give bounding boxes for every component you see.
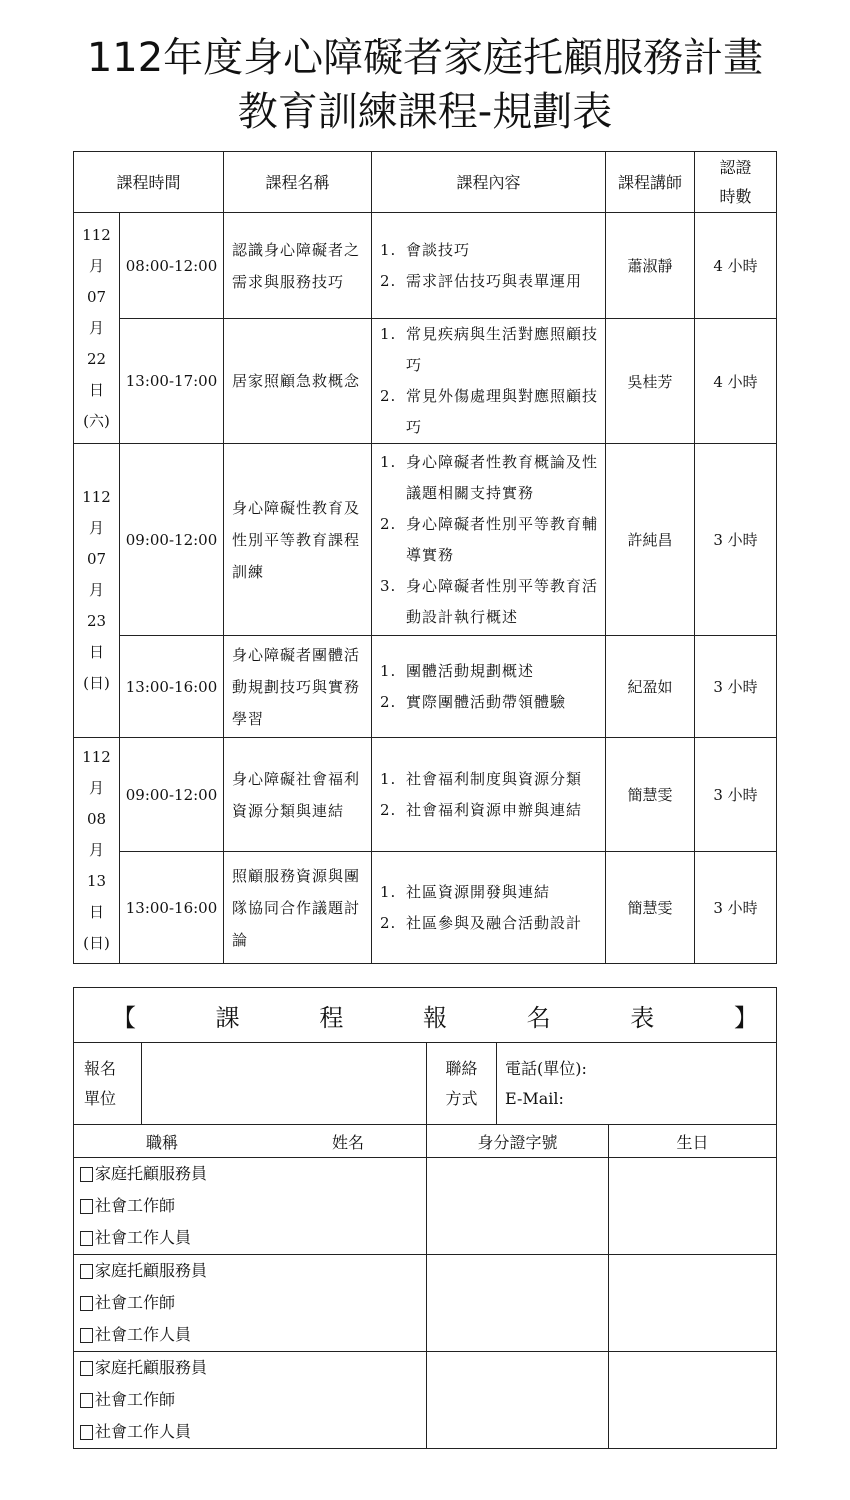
- date-char: 08: [86, 810, 107, 828]
- session-time: 13:00-16:00: [120, 852, 224, 964]
- content-item: [380, 877, 599, 908]
- page-title-line1: 112年度身心障礙者家庭托顧服務計畫: [86, 35, 764, 81]
- checkbox-icon[interactable]: [80, 1393, 93, 1408]
- checkbox-icon[interactable]: [80, 1425, 93, 1440]
- title-options: [74, 1158, 427, 1255]
- item-number: 2.: [380, 800, 397, 819]
- session-time: 09:00-12:00: [120, 738, 224, 852]
- registrant-row: [74, 1158, 777, 1255]
- column-header-row: [74, 1125, 777, 1158]
- item-text: 社區資源開發與連結: [406, 882, 551, 901]
- title-char: 程: [319, 1003, 344, 1032]
- item-text: 社會福利制度與資源分類: [406, 769, 583, 788]
- item-text: 實際團體活動帶領體驗: [406, 692, 567, 711]
- option-label: 社會工作師: [95, 1196, 176, 1215]
- item-number: 2.: [380, 514, 397, 533]
- item-number: 1.: [380, 240, 397, 259]
- content-item: [380, 656, 599, 687]
- title-bracket-right: 】: [733, 1003, 758, 1032]
- content-item: [380, 266, 599, 297]
- option-label: 社會工作師: [95, 1293, 176, 1312]
- id-field[interactable]: [427, 1158, 609, 1255]
- header-hours-line2: 時數: [719, 187, 752, 206]
- session-date: [74, 444, 120, 738]
- session-time: 13:00-16:00: [120, 636, 224, 738]
- registration-title: [74, 988, 777, 1043]
- session-hours: 3 小時: [695, 636, 777, 738]
- unit-label-line2: 單位: [84, 1088, 117, 1108]
- session-teacher: 簡慧雯: [606, 852, 695, 964]
- option-label: 家庭托顧服務員: [95, 1261, 208, 1280]
- header-hours-line1: 認證: [719, 158, 752, 177]
- date-char: 月: [88, 318, 104, 337]
- title-char: 課: [215, 1003, 240, 1032]
- content-item: [380, 908, 599, 939]
- session-content: [372, 852, 606, 964]
- session-name: 身心障礙社會福利資源分類與連結: [224, 738, 372, 852]
- item-text: 需求評估技巧與表單運用: [406, 271, 583, 290]
- col-id-header: 身分證字號: [427, 1125, 609, 1158]
- contact-label: [427, 1043, 497, 1125]
- content-item: [380, 509, 599, 571]
- date-char: 日: [88, 643, 104, 661]
- email-label: E-Mail:: [505, 1088, 564, 1108]
- header-hours: [695, 152, 777, 213]
- date-char: 23: [86, 612, 107, 630]
- session-row: [74, 213, 777, 319]
- date-char: 13: [86, 872, 107, 890]
- option-label: 社會工作人員: [95, 1228, 192, 1247]
- session-content: [372, 738, 606, 852]
- session-hours: 3 小時: [695, 738, 777, 852]
- session-name: 身心障礙性教育及性別平等教育課程訓練: [224, 444, 372, 636]
- checkbox-icon[interactable]: [80, 1361, 93, 1376]
- registrant-row: [74, 1255, 777, 1352]
- session-name: 居家照顧急救概念: [224, 319, 372, 444]
- id-field[interactable]: [427, 1255, 609, 1352]
- title-options: [74, 1255, 427, 1352]
- session-content: [372, 636, 606, 738]
- item-text: 身心障礙者性教育概論及性議題相關支持實務: [406, 452, 599, 502]
- registration-form-table: [73, 987, 777, 1449]
- date-char: 月: [88, 779, 104, 797]
- session-row: [74, 636, 777, 738]
- item-text: 常見疾病與生活對應照顧技巧: [406, 325, 599, 374]
- content-item: [380, 381, 599, 443]
- page-title-line2: 教育訓練課程-規劃表: [237, 89, 613, 135]
- date-char: 日: [88, 380, 104, 399]
- option[interactable]: [80, 1255, 426, 1287]
- checkbox-icon[interactable]: [80, 1264, 93, 1279]
- item-number: 2.: [380, 692, 397, 711]
- title-char: 報: [422, 1003, 447, 1032]
- date-char: 日: [88, 903, 104, 921]
- content-item: [380, 687, 599, 718]
- session-teacher: 紀盈如: [606, 636, 695, 738]
- unit-contact-row: [74, 1043, 777, 1125]
- session-teacher: 蕭淑靜: [606, 213, 695, 319]
- item-number: 2.: [380, 913, 397, 932]
- header-content: 課程內容: [372, 152, 606, 213]
- id-field[interactable]: [427, 1352, 609, 1449]
- item-text: 身心障礙者性別平等教育輔導實務: [406, 514, 599, 564]
- session-name: 照顧服務資源與團隊協同合作議題討論: [224, 852, 372, 964]
- date-char: 月: [88, 581, 104, 599]
- title-char: 表: [630, 1003, 655, 1032]
- option[interactable]: [80, 1287, 426, 1319]
- session-row: [74, 738, 777, 852]
- title-bracket-left: 【: [112, 1003, 136, 1032]
- birth-field[interactable]: [609, 1255, 777, 1352]
- session-row: [74, 319, 777, 444]
- session-content: [372, 444, 606, 636]
- option-label: 家庭托顧服務員: [95, 1164, 208, 1183]
- item-number: 2.: [380, 271, 397, 290]
- unit-field[interactable]: [142, 1043, 427, 1125]
- header-time: 課程時間: [74, 152, 224, 213]
- content-item: [380, 764, 599, 795]
- option-label: 家庭托顧服務員: [95, 1358, 208, 1377]
- item-text: 社區參與及融合活動設計: [406, 913, 583, 932]
- header-teacher: 課程講師: [606, 152, 695, 213]
- registrant-row: [74, 1352, 777, 1449]
- date-char: 月: [88, 841, 104, 859]
- session-hours: 4 小時: [695, 319, 777, 444]
- date-char: 月: [88, 519, 104, 537]
- item-text: 常見外傷處理與對應照顧技巧: [406, 387, 599, 436]
- item-number: 1.: [380, 661, 397, 680]
- option[interactable]: [80, 1222, 426, 1254]
- option[interactable]: [80, 1190, 426, 1222]
- item-text: 社會福利資源申辦與連結: [406, 800, 583, 819]
- session-row: [74, 444, 777, 636]
- date-char: 112: [82, 748, 111, 766]
- item-number: 1.: [380, 769, 397, 788]
- content-item: [380, 571, 599, 633]
- session-hours: 3 小時: [695, 444, 777, 636]
- session-name: 認識身心障礙者之需求與服務技巧: [224, 213, 372, 319]
- session-time: 13:00-17:00: [120, 319, 224, 444]
- content-item: [380, 319, 599, 381]
- item-text: 身心障礙者性別平等教育活動設計執行概述: [406, 576, 599, 626]
- item-text: 會談技巧: [406, 240, 471, 259]
- date-char: 月: [88, 256, 104, 275]
- content-item: [380, 795, 599, 826]
- header-name: 課程名稱: [224, 152, 372, 213]
- option[interactable]: [80, 1319, 426, 1351]
- phone-label: 電話(單位):: [505, 1058, 587, 1078]
- date-char: 07: [86, 550, 107, 568]
- date-char: 112: [82, 225, 111, 244]
- title-char: 名: [526, 1003, 551, 1032]
- contact-field[interactable]: [497, 1043, 777, 1125]
- contact-label-line1: 聯絡: [445, 1058, 478, 1078]
- session-content: [372, 213, 606, 319]
- col-birth-header: 生日: [609, 1125, 777, 1158]
- contact-label-line2: 方式: [445, 1088, 478, 1108]
- option-label: 社會工作師: [95, 1390, 176, 1409]
- birth-field[interactable]: [609, 1352, 777, 1449]
- date-char: (六): [83, 411, 110, 430]
- unit-label: [74, 1043, 142, 1125]
- session-hours: 3 小時: [695, 852, 777, 964]
- session-time: 08:00-12:00: [120, 213, 224, 319]
- checkbox-icon[interactable]: [80, 1296, 93, 1311]
- checkbox-icon[interactable]: [80, 1328, 93, 1343]
- title-name-header: [74, 1125, 427, 1158]
- item-number: 3.: [380, 576, 397, 595]
- date-char: (日): [83, 674, 110, 692]
- col-title-header: 職稱: [146, 1132, 179, 1152]
- option-label: 社會工作人員: [95, 1422, 192, 1441]
- schedule-header-row: [74, 152, 777, 213]
- option[interactable]: [80, 1158, 426, 1190]
- content-item: [380, 235, 599, 266]
- item-number: 1.: [380, 882, 397, 901]
- item-number: 1.: [380, 452, 397, 471]
- session-hours: 4 小時: [695, 213, 777, 319]
- session-date: [74, 213, 120, 444]
- content-item: [380, 447, 599, 509]
- session-date: [74, 738, 120, 964]
- session-time: 09:00-12:00: [120, 444, 224, 636]
- option-label: 社會工作人員: [95, 1325, 192, 1344]
- checkbox-icon[interactable]: [80, 1199, 93, 1214]
- col-name-header: 姓名: [331, 1132, 364, 1152]
- title-options: [74, 1352, 427, 1449]
- date-char: 112: [82, 488, 111, 506]
- option[interactable]: [80, 1416, 426, 1448]
- session-row: [74, 852, 777, 964]
- date-char: 07: [86, 287, 107, 306]
- session-name: 身心障礙者團體活動規劃技巧與實務學習: [224, 636, 372, 738]
- checkbox-icon[interactable]: [80, 1167, 93, 1182]
- option[interactable]: [80, 1384, 426, 1416]
- date-char: (日): [83, 934, 110, 952]
- session-teacher: 吳桂芳: [606, 319, 695, 444]
- session-content: [372, 319, 606, 444]
- registration-title-row: [74, 988, 777, 1043]
- birth-field[interactable]: [609, 1158, 777, 1255]
- item-text: 團體活動規劃概述: [406, 661, 535, 680]
- item-number: 2.: [380, 387, 397, 405]
- item-number: 1.: [380, 325, 397, 343]
- session-teacher: 簡慧雯: [606, 738, 695, 852]
- course-schedule-table: [73, 151, 777, 964]
- session-teacher: 許純昌: [606, 444, 695, 636]
- date-char: 22: [86, 349, 107, 368]
- option[interactable]: [80, 1352, 426, 1384]
- checkbox-icon[interactable]: [80, 1231, 93, 1246]
- unit-label-line1: 報名: [84, 1058, 117, 1078]
